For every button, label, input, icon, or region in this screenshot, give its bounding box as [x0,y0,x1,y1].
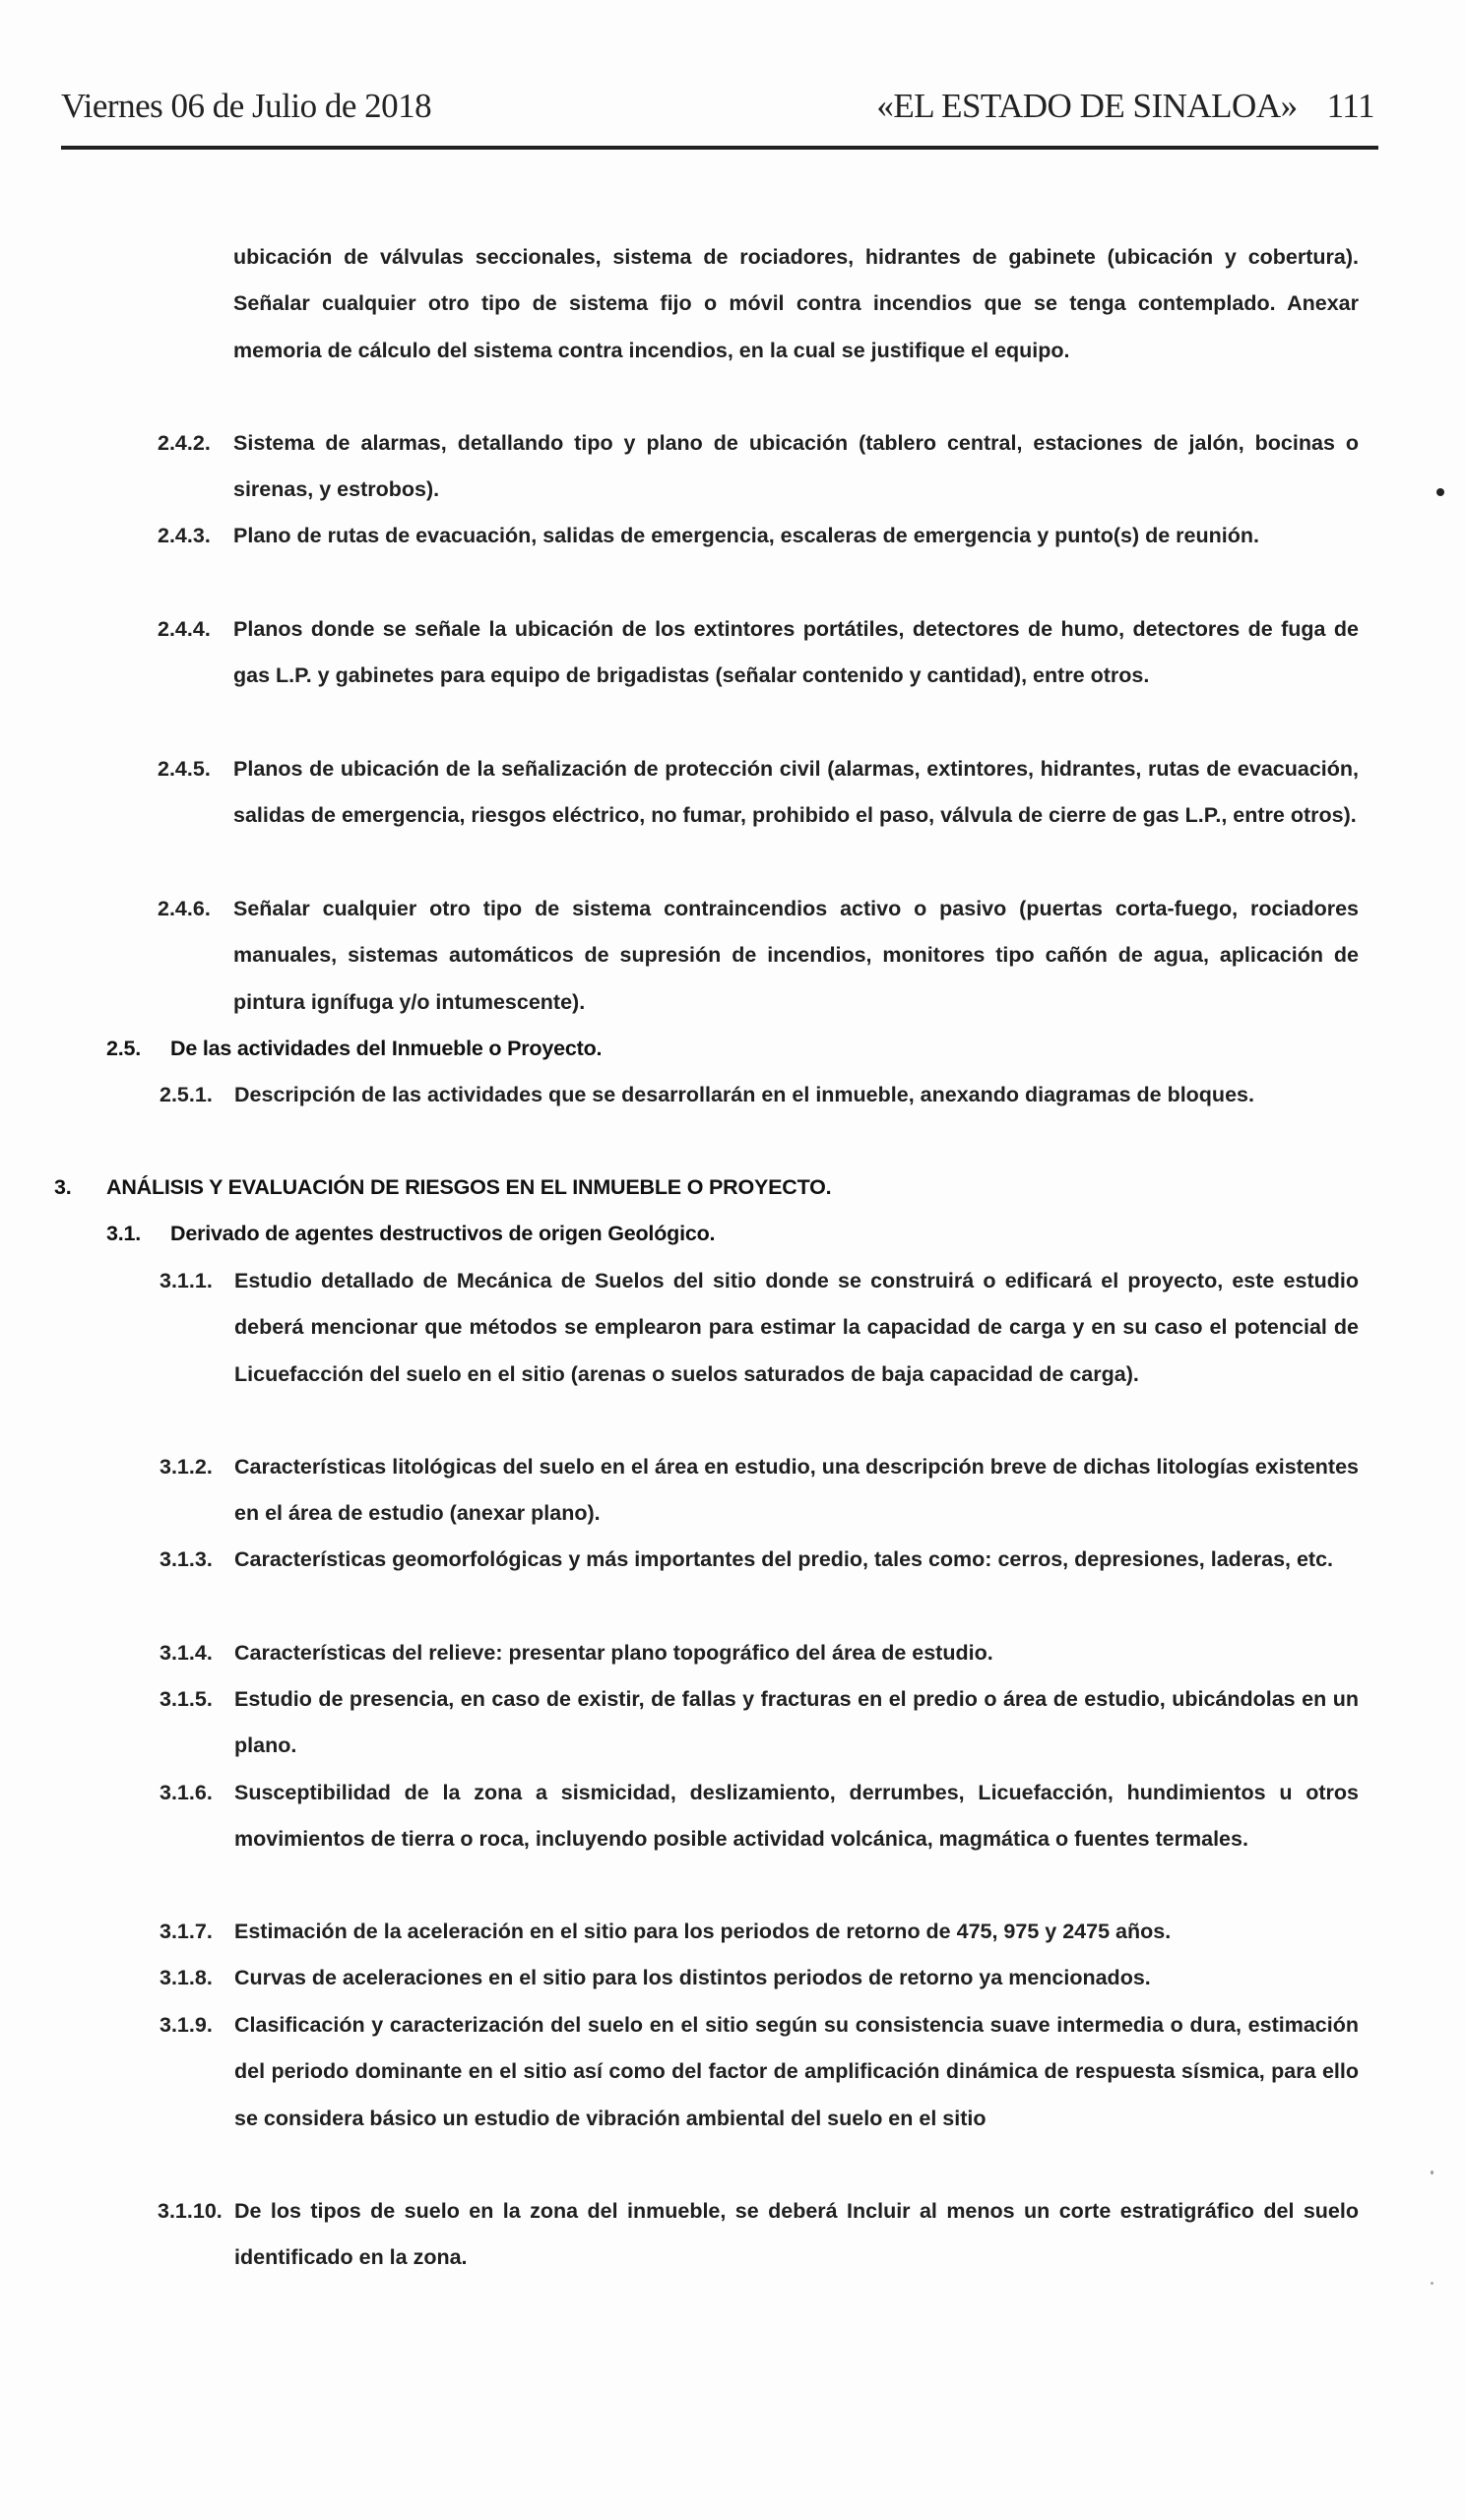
list-item: Planos de ubicación de la señalización de protección civil (alarmas, extintores, hidrantes, rutas de evacuación, salidas de emergencia, riesgos eléctrico, no fumar, prohibido el paso, válvula de cierre de gas L.P., entre otros). [233,757,1359,828]
item-number: 3.1.9. [159,2013,213,2037]
item-number: 2.4.2. [158,431,211,455]
item-number: 3.1.1. [159,1269,213,1292]
section-heading: De las actividades del Inmueble o Proyecto. [170,1037,603,1060]
publication-name: «EL ESTADO DE SINALOA» [876,87,1298,125]
item-number: 2.4.4. [158,617,211,641]
list-item: Características litológicas del suelo en el área en estudio, una descripción breve de dichas litologías existentes en el área de estudio (anexar plano). [234,1455,1359,1526]
item-number: 2.5.1. [159,1083,213,1106]
list-item: Clasificación y caracterización del suelo en el sitio según su consistencia suave intermedia o dura, estimación del periodo dominante en el sitio así como del factor de amplificación dinámica de respuesta sísmica, para ello se considera básico un estudio de vibración ambiental del suelo en el sitio [234,2013,1359,2130]
list-item: De los tipos de suelo en la zona del inmueble, se deberá Incluir al menos un corte estratigráfico del suelo identificado en la zona. [234,2199,1359,2270]
scan-speck [1431,2282,1433,2285]
scan-speck [1436,488,1444,496]
continuation-paragraph: ubicación de válvulas seccionales, sistema de rociadores, hidrantes de gabinete (ubicación y cobertura). Señalar cualquier otro tipo de sistema fijo o móvil contra incendios que se tenga contemplado. Anexar memoria de cálculo del sistema contra incendios, en la cual se justifique el equipo. [233,245,1359,362]
list-item: Estudio de presencia, en caso de existir, de fallas y fracturas en el predio o área de estudio, ubicándolas en un plano. [234,1687,1359,1758]
list-item: Señalar cualquier otro tipo de sistema contraincendios activo o pasivo (puertas corta-fuego, rociadores manuales, sistemas automáticos de supresión de incendios, monitores tipo cañón de agua, aplicación de pintura ignífuga y/o intumescente). [233,897,1359,1014]
header-date: Viernes 06 de Julio de 2018 [61,87,432,125]
page-number: 111 [1326,87,1374,125]
list-item: Estudio detallado de Mecánica de Suelos del sitio donde se construirá o edificará el proyecto, este estudio deberá mencionar que métodos se emplearon para estimar la capacidad de carga y en su caso el potencial de Licuefacción del suelo en el sitio (arenas o suelos saturados de baja capacidad de carga). [234,1269,1359,1386]
item-number: 3.1.6. [159,1781,213,1804]
header-publication [876,87,1374,126]
list-item: Planos donde se señale la ubicación de los extintores portátiles, detectores de humo, detectores de fuga de gas L.P. y gabinetes para equipo de brigadistas (señalar contenido y cantidad), entre otros. [233,617,1359,688]
list-item: Descripción de las actividades que se desarrollarán en el inmueble, anexando diagramas de bloques. [234,1083,1254,1106]
list-item: Estimación de la aceleración en el sitio para los periodos de retorno de 475, 975 y 2475 años. [234,1920,1172,1943]
item-number: 3.1.3. [159,1547,213,1571]
section-heading: Derivado de agentes destructivos de origen Geológico. [170,1222,716,1245]
list-item: Características del relieve: presentar plano topográfico del área de estudio. [234,1641,993,1665]
section-number: 2.5. [106,1037,142,1060]
list-item: Susceptibilidad de la zona a sismicidad, deslizamiento, derrumbes, Licuefacción, hundimientos u otros movimientos de tierra o roca, incluyendo posible actividad volcánica, magmática o fuentes termales. [234,1781,1359,1852]
item-number: 3.1.5. [159,1687,213,1711]
list-item: Plano de rutas de evacuación, salidas de emergencia, escaleras de emergencia y punto(s) de reunión. [233,524,1259,547]
item-number: 3.1.7. [159,1920,213,1943]
header-rule [61,146,1378,150]
item-number: 3.1.10. [158,2199,223,2223]
item-number: 3.1.4. [159,1641,213,1665]
item-number: 3.1.2. [159,1455,213,1479]
item-number: 3.1.8. [159,1966,213,1989]
scan-speck [1431,2171,1433,2174]
chapter-heading: ANÁLISIS Y EVALUACIÓN DE RIESGOS EN EL INMUEBLE O PROYECTO. [106,1175,832,1199]
item-number: 2.4.3. [158,524,211,547]
item-number: 2.4.6. [158,897,211,920]
item-number: 2.4.5. [158,757,211,781]
list-item: Sistema de alarmas, detallando tipo y plano de ubicación (tablero central, estaciones de jalón, bocinas o sirenas, y estrobos). [233,431,1359,502]
list-item: Curvas de aceleraciones en el sitio para los distintos periodos de retorno ya mencionados. [234,1966,1151,1989]
chapter-number: 3. [54,1175,72,1199]
list-item: Características geomorfológicas y más importantes del predio, tales como: cerros, depresiones, laderas, etc. [234,1547,1334,1571]
section-number: 3.1. [106,1222,142,1245]
